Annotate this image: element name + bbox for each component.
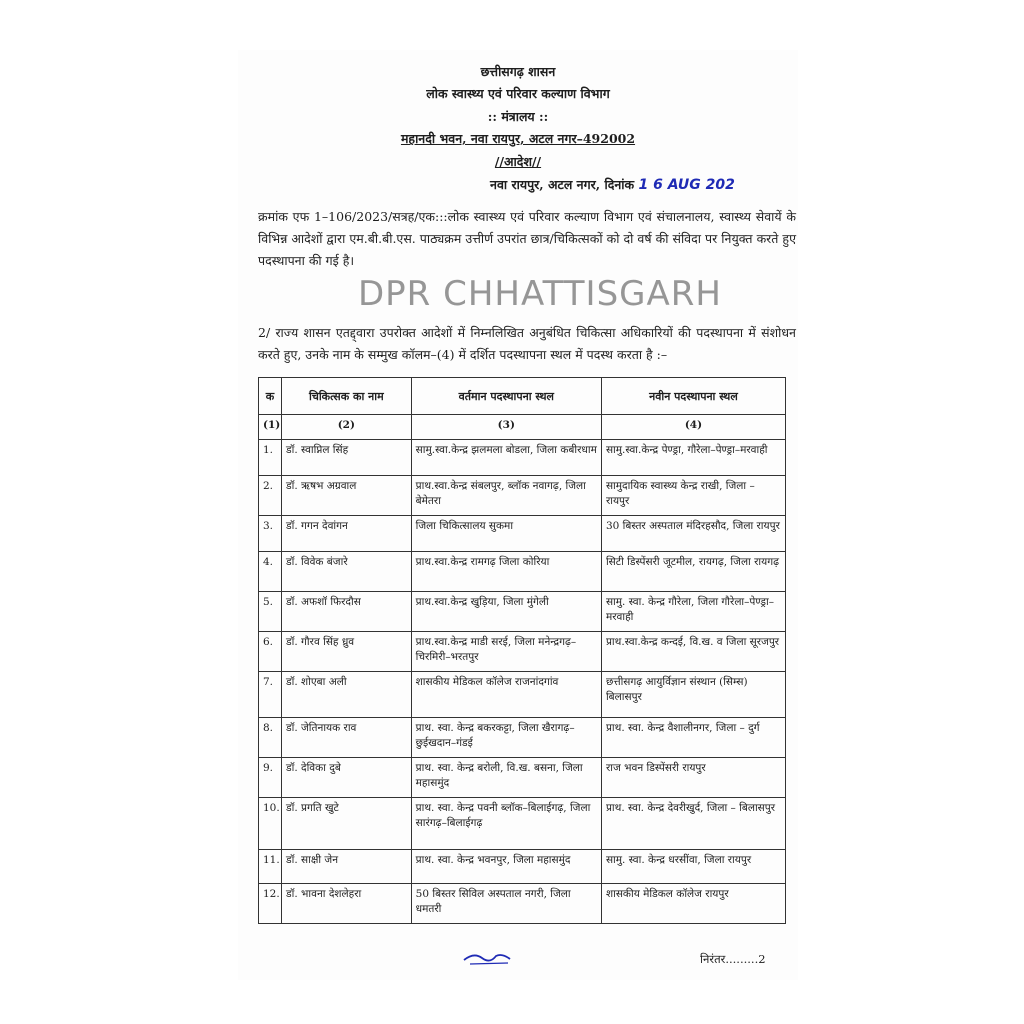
row-doctor-name: डॉ. गौरव सिंह ध्रुव <box>282 632 412 672</box>
row-sno: 8. <box>259 718 282 758</box>
row-sno: 11. <box>259 850 282 884</box>
posting-table <box>258 377 786 924</box>
table-row <box>259 632 786 672</box>
table-header-row <box>259 378 786 415</box>
continued-note: निरंतर.........2 <box>700 952 766 966</box>
column-number-row <box>259 415 786 440</box>
ministry-title: :: मंत्रालय :: <box>487 109 549 124</box>
row-sno: 1. <box>259 440 282 476</box>
govt-title: छत्तीसगढ़ शासन <box>480 64 556 79</box>
row-new-posting: सिटी डिस्पेंसरी जूटमील, रायगढ़, जिला रायगढ़ <box>601 552 785 592</box>
row-current-posting: सामु.स्वा.केन्द्र झलमला बोडला, जिला कबीरधाम <box>411 440 601 476</box>
row-current-posting: प्राथ. स्वा. केन्द्र बरोली, वि.ख. बसना, जिला महासमुंद <box>411 758 601 798</box>
row-doctor-name: डॉ. ऋषभ अग्रवाल <box>282 476 412 516</box>
row-current-posting: प्राथ.स्वा.केन्द्र माडी सरई, जिला मनेन्द्रगढ़–चिरमिरी–भरतपुर <box>411 632 601 672</box>
row-sno: 12. <box>259 884 282 924</box>
table-row <box>259 592 786 632</box>
row-new-posting: छत्तीसगढ़ आयुर्विज्ञान संस्थान (सिम्स) बिलासपुर <box>601 672 785 718</box>
signature-mark <box>460 948 520 968</box>
watermark: DPR CHHATTISGARH <box>358 274 722 314</box>
table-row <box>259 552 786 592</box>
order-title: //आदेश// <box>494 154 542 169</box>
row-new-posting: सामु.स्वा.केन्द्र पेण्ड्रा, गौरेला–पेण्ड्रा–मरवाही <box>601 440 785 476</box>
header-current: वर्तमान पदस्थापना स्थल <box>411 378 601 415</box>
row-doctor-name: डॉ. जेतिनायक राव <box>282 718 412 758</box>
date-place: नवा रायपुर, अटल नगर, दिनांक <box>490 177 635 192</box>
row-new-posting: प्राथ.स्वा.केन्द्र कन्दई, वि.ख. व जिला सूरजपुर <box>601 632 785 672</box>
table-row <box>259 798 786 850</box>
address-line: महानदी भवन, नवा रायपुर, अटल नगर–492002 <box>400 131 636 146</box>
order-paragraph-1: क्रमांक एफ 1–106/2023/सत्रह/एक:::लोक स्वास्थ्य एवं परिवार कल्याण विभाग एवं संचालनालय, स्वास्थ्य सेवायें के विभिन्न आदेशों द्वारा एम.बी.बी.एस. पाठ्यक्रम उत्तीर्ण उपरांत छात्र/चिकित्सकों को दो वर्ष की संविदा पर नियुक्त करते हुए पदस्थापना की गई है। <box>258 209 796 268</box>
row-doctor-name: डॉ. शोएबा अली <box>282 672 412 718</box>
row-doctor-name: डॉ. प्रगति खुटे <box>282 798 412 850</box>
header-sno: क <box>259 378 282 415</box>
table-row <box>259 672 786 718</box>
table-row <box>259 476 786 516</box>
row-doctor-name: डॉ. साक्षी जेन <box>282 850 412 884</box>
row-doctor-name: डॉ. भावना देशलेहरा <box>282 884 412 924</box>
date-stamp: 1 6 AUG 202 <box>638 177 735 193</box>
row-doctor-name: डॉ. विवेक बंजारे <box>282 552 412 592</box>
row-new-posting: 30 बिस्तर अस्पताल मंदिरहसौद, जिला रायपुर <box>601 516 785 552</box>
row-current-posting: जिला चिकित्सालय सुकमा <box>411 516 601 552</box>
department-title: लोक स्वास्थ्य एवं परिवार कल्याण विभाग <box>426 86 610 101</box>
row-new-posting: प्राथ. स्वा. केन्द्र वैशालीनगर, जिला – दुर्ग <box>601 718 785 758</box>
row-sno: 7. <box>259 672 282 718</box>
header-name: चिकित्सक का नाम <box>282 378 412 415</box>
row-doctor-name: डॉ. गगन देवांगन <box>282 516 412 552</box>
row-new-posting: राज भवन डिस्पेंसरी रायपुर <box>601 758 785 798</box>
col-num-2: (2) <box>282 415 412 440</box>
table-row <box>259 758 786 798</box>
table-row <box>259 440 786 476</box>
row-current-posting: प्राथ.स्वा.केन्द्र संबलपुर, ब्लॉक नवागढ़, जिला बेमेतरा <box>411 476 601 516</box>
col-num-3: (3) <box>411 415 601 440</box>
row-sno: 5. <box>259 592 282 632</box>
row-new-posting: सामु. स्वा. केन्द्र गौरेला, जिला गौरेला–पेण्ड्रा–मरवाही <box>601 592 785 632</box>
col-num-1: (1) <box>259 415 282 440</box>
row-new-posting: प्राथ. स्वा. केन्द्र देवरीखुर्द, जिला – बिलासपुर <box>601 798 785 850</box>
table-row <box>259 884 786 924</box>
row-doctor-name: डॉ. देविका दुबे <box>282 758 412 798</box>
row-sno: 10. <box>259 798 282 850</box>
row-new-posting: सामुदायिक स्वास्थ्य केन्द्र राखी, जिला – रायपुर <box>601 476 785 516</box>
row-current-posting: शासकीय मेडिकल कॉलेज राजनांदगांव <box>411 672 601 718</box>
row-new-posting: सामु. स्वा. केन्द्र धरसींवा, जिला रायपुर <box>601 850 785 884</box>
row-current-posting: प्राथ.स्वा.केन्द्र खुड़िया, जिला मुंगेली <box>411 592 601 632</box>
row-current-posting: 50 बिस्तर सिविल अस्पताल नगरी, जिला धमतरी <box>411 884 601 924</box>
date-line <box>490 176 735 193</box>
row-current-posting: प्राथ.स्वा.केन्द्र रामगढ़ जिला कोरिया <box>411 552 601 592</box>
col-num-4: (4) <box>601 415 785 440</box>
row-doctor-name: डॉ. अफशॉ फिरदौस <box>282 592 412 632</box>
row-doctor-name: डॉ. स्वाप्निल सिंह <box>282 440 412 476</box>
row-sno: 2. <box>259 476 282 516</box>
table-row <box>259 516 786 552</box>
table-row <box>259 718 786 758</box>
row-current-posting: प्राथ. स्वा. केन्द्र बकरकट्टा, जिला खैरागढ़–छुईखदान–गंडई <box>411 718 601 758</box>
order-paragraph-2: 2/ राज्य शासन एतद्द्वारा उपरोक्त आदेशों में निम्नलिखित अनुबंधित चिकित्सा अधिकारियों की पदस्थापना में संशोधन करते हुए, उनके नाम के सम्मुख कॉलम–(4) में दर्शित पदस्थापना स्थल में पदस्थ करता है :– <box>258 325 796 362</box>
row-new-posting: शासकीय मेडिकल कॉलेज रायपुर <box>601 884 785 924</box>
row-current-posting: प्राथ. स्वा. केन्द्र पवनी ब्लॉक–बिलाईगढ़, जिला सारंगढ़–बिलाईगढ़ <box>411 798 601 850</box>
row-sno: 4. <box>259 552 282 592</box>
row-sno: 3. <box>259 516 282 552</box>
table-row <box>259 850 786 884</box>
row-sno: 6. <box>259 632 282 672</box>
row-sno: 9. <box>259 758 282 798</box>
header-new: नवीन पदस्थापना स्थल <box>601 378 785 415</box>
row-current-posting: प्राथ. स्वा. केन्द्र भवनपुर, जिला महासमुंद <box>411 850 601 884</box>
